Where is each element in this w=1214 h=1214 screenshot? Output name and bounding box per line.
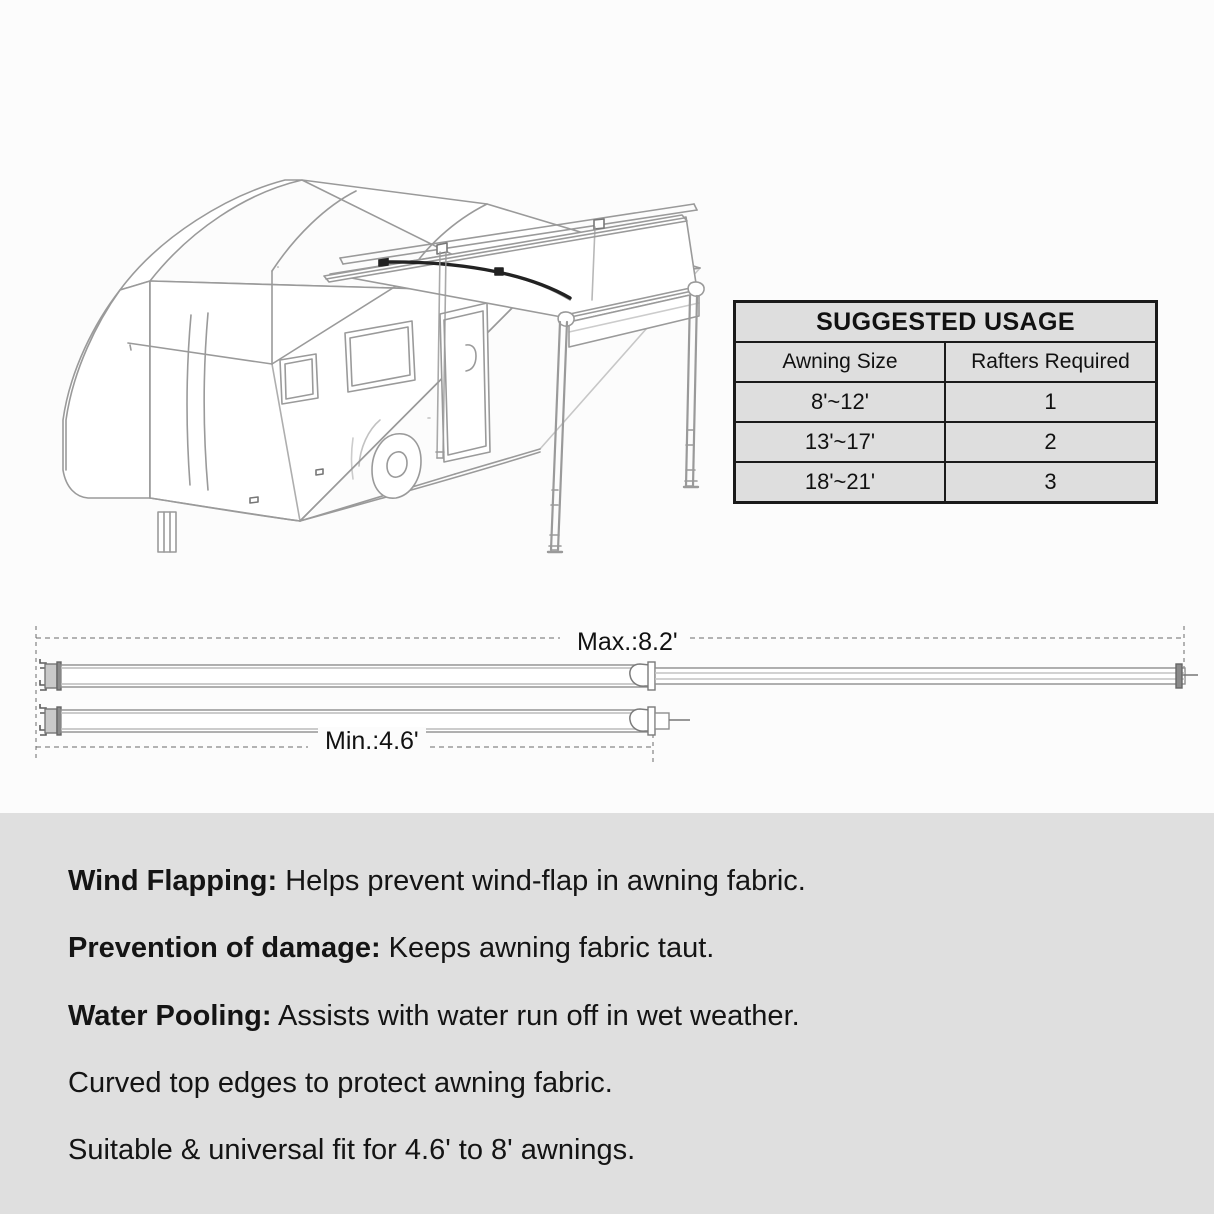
feature-item [68,1000,1214,1033]
rafter-bar-extended [40,659,1198,690]
feature-text: Helps prevent wind-flap in awning fabric. [277,865,806,897]
table-title-row [735,302,1157,343]
feature-title: Wind Flapping: [68,865,278,897]
cell-rafters-required: 2 [945,422,1157,462]
cell-rafters-required: 1 [945,382,1157,422]
cell-rafters-required: 3 [945,462,1157,503]
feature-text: Suitable & universal fit for 4.6' to 8' awnings. [68,1134,636,1167]
feature-item [68,1134,1214,1167]
feature-text: Assists with water run off in wet weather. [271,999,800,1032]
feature-text: Curved top edges to protect awning fabric. [68,1067,613,1100]
feature-title: Prevention of damage: [68,932,381,965]
feature-item [68,932,1214,965]
table-row [735,462,1157,503]
feature-title: Water Pooling: [68,999,272,1032]
feature-item [68,865,1214,898]
cell-awning-size: 18'~21' [735,462,945,503]
column-header-awning-size: Awning Size [735,342,945,382]
table-row [735,422,1157,462]
max-dimension-label: Max.:8.2' [570,628,685,657]
feature-text: Keeps awning fabric taut. [380,932,715,965]
column-header-rafters-required: Rafters Required [945,342,1157,382]
feature-panel [0,813,1214,1214]
min-dimension-label: Min.:4.6' [318,727,426,756]
table-row [735,382,1157,422]
suggested-usage-table [733,300,1158,504]
cell-awning-size: 13'~17' [735,422,945,462]
table-header-row [735,342,1157,382]
table-title: SUGGESTED USAGE [735,302,1157,343]
feature-item [68,1067,1214,1100]
cell-awning-size: 8'~12' [735,382,945,422]
